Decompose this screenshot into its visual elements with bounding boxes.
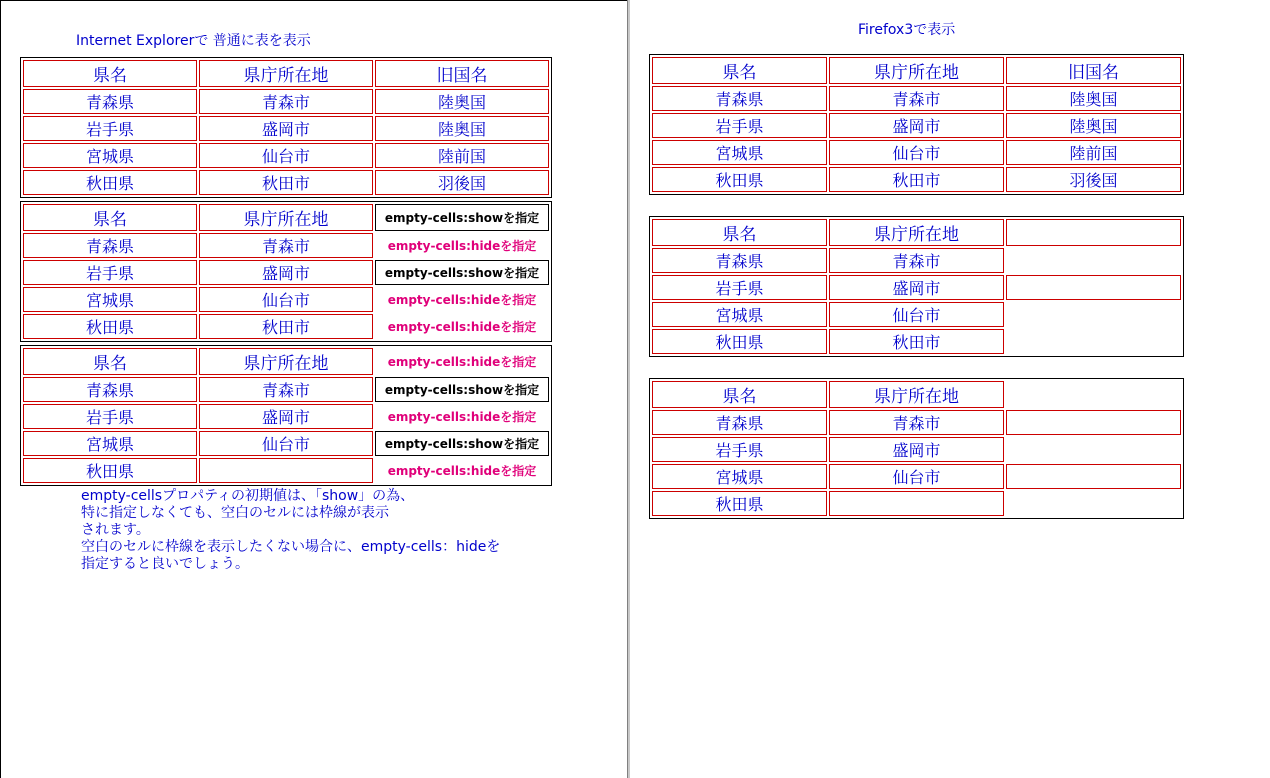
table-cell: 盛岡市 xyxy=(199,116,373,141)
table-cell: 青森県 xyxy=(23,377,197,402)
table-cell: 盛岡市 xyxy=(199,260,373,285)
empty-cells-show-note: empty-cells:showを指定 xyxy=(375,204,549,231)
note-line: empty-cellsプロパティの初期値は、「show」の為、 xyxy=(81,488,415,504)
table-row xyxy=(23,116,549,141)
table-cell: 岩手県 xyxy=(23,116,197,141)
table-row xyxy=(23,348,549,375)
table-row xyxy=(23,204,549,231)
table-row xyxy=(652,302,1181,327)
table-row xyxy=(652,410,1181,435)
header-cell: 旧国名 xyxy=(1006,57,1181,84)
table-cell: 羽後国 xyxy=(1006,167,1181,192)
empty-cell-hidden xyxy=(1006,381,1181,408)
table-row xyxy=(23,89,549,114)
table-row xyxy=(652,381,1181,408)
table-cell: 青森県 xyxy=(652,248,827,273)
table-row xyxy=(23,404,549,429)
table-row xyxy=(652,275,1181,300)
ff-table-normal xyxy=(649,54,1184,195)
table-cell: 青森市 xyxy=(199,377,373,402)
table-cell: 秋田市 xyxy=(199,314,373,339)
note-line: 空白のセルに枠線を表示したくない場合に、empty-cells：hideを xyxy=(81,539,501,555)
table-cell: 秋田市 xyxy=(829,329,1004,354)
explanation-note xyxy=(81,488,601,573)
table-cell: 青森県 xyxy=(652,410,827,435)
empty-cells-hide-note: empty-cells:hideを指定 xyxy=(387,239,537,253)
empty-cell-hidden xyxy=(1006,329,1181,354)
table-row xyxy=(652,248,1181,273)
table-cell: 青森市 xyxy=(199,233,373,258)
table-cell: 秋田県 xyxy=(652,329,827,354)
table-cell: 陸奥国 xyxy=(375,89,549,114)
table-cell: 仙台市 xyxy=(199,287,373,312)
header-cell: 県名 xyxy=(652,219,827,246)
ie-table-empty-cells-a xyxy=(20,201,552,342)
note-line: されます。 xyxy=(81,522,150,538)
table-row xyxy=(652,329,1181,354)
table-cell: 岩手県 xyxy=(23,404,197,429)
table-row xyxy=(23,170,549,195)
table-cell: 陸奥国 xyxy=(375,116,549,141)
empty-cells-hide-note: empty-cells:hideを指定 xyxy=(387,293,537,307)
table-row xyxy=(652,437,1181,462)
header-cell: 旧国名 xyxy=(375,60,549,87)
table-cell: 盛岡市 xyxy=(199,404,373,429)
table-cell: 青森市 xyxy=(199,89,373,114)
table-cell: 秋田市 xyxy=(829,167,1004,192)
table-cell: 青森県 xyxy=(652,86,827,111)
table-cell: 青森県 xyxy=(23,233,197,258)
table-row xyxy=(23,287,549,312)
header-cell: 県庁所在地 xyxy=(199,60,373,87)
table-cell: 陸奥国 xyxy=(1006,86,1181,111)
empty-cell-hidden xyxy=(1006,437,1181,462)
table-cell: 秋田市 xyxy=(199,170,373,195)
empty-cells-hide-note: empty-cells:hideを指定 xyxy=(387,410,537,424)
table-row xyxy=(23,60,549,87)
table-cell: 秋田県 xyxy=(23,314,197,339)
table-cell: 陸前国 xyxy=(375,143,549,168)
table-cell: 秋田県 xyxy=(23,170,197,195)
table-cell: 青森県 xyxy=(23,89,197,114)
empty-table-cell xyxy=(829,491,1004,516)
ff-table-empty-cells-a xyxy=(649,216,1184,357)
table-cell: 宮城県 xyxy=(23,143,197,168)
table-cell: 青森市 xyxy=(829,248,1004,273)
header-cell: 県庁所在地 xyxy=(199,204,373,231)
empty-cells-hide-note: empty-cells:hideを指定 xyxy=(387,355,537,369)
table-cell: 羽後国 xyxy=(375,170,549,195)
empty-cells-show-note: empty-cells:showを指定 xyxy=(375,377,549,402)
table-cell: 宮城県 xyxy=(23,431,197,456)
note-line: 特に指定しなくても、空白のセルには枠線が表示 xyxy=(81,505,389,521)
empty-table-cell xyxy=(199,458,373,483)
table-cell: 仙台市 xyxy=(199,143,373,168)
table-row xyxy=(23,377,549,402)
header-cell: 県名 xyxy=(652,57,827,84)
ff-caption: Firefox3で表示 xyxy=(858,22,956,38)
empty-cells-show-note: empty-cells:showを指定 xyxy=(375,431,549,456)
header-cell: 県庁所在地 xyxy=(199,348,373,375)
table-cell: 岩手県 xyxy=(652,113,827,138)
ie-table-empty-cells-b xyxy=(20,345,552,486)
table-cell: 青森市 xyxy=(829,410,1004,435)
table-row xyxy=(23,260,549,285)
table-row xyxy=(652,57,1181,84)
table-cell: 仙台市 xyxy=(199,431,373,456)
table-cell: 仙台市 xyxy=(829,140,1004,165)
table-cell: 青森市 xyxy=(829,86,1004,111)
header-cell: 県名 xyxy=(23,204,197,231)
table-row xyxy=(652,491,1181,516)
table-cell: 陸前国 xyxy=(1006,140,1181,165)
empty-cell-shown xyxy=(1006,275,1181,300)
table-row xyxy=(652,167,1181,192)
table-cell: 宮城県 xyxy=(23,287,197,312)
table-row xyxy=(652,219,1181,246)
table-cell: 仙台市 xyxy=(829,464,1004,489)
table-cell: 岩手県 xyxy=(652,275,827,300)
table-cell: 秋田県 xyxy=(23,458,197,483)
table-cell: 秋田県 xyxy=(652,167,827,192)
empty-cell-hidden xyxy=(1006,302,1181,327)
empty-cell-hidden xyxy=(1006,248,1181,273)
table-row xyxy=(23,314,549,339)
table-cell: 岩手県 xyxy=(652,437,827,462)
header-cell: 県庁所在地 xyxy=(829,381,1004,408)
ff-table-empty-cells-b xyxy=(649,378,1184,519)
table-cell: 岩手県 xyxy=(23,260,197,285)
empty-cells-hide-note: empty-cells:hideを指定 xyxy=(387,464,537,478)
ie-table-normal xyxy=(20,57,552,198)
table-cell: 秋田県 xyxy=(652,491,827,516)
empty-cell-hidden xyxy=(1006,491,1181,516)
table-cell: 宮城県 xyxy=(652,140,827,165)
table-row xyxy=(23,458,549,483)
header-cell: 県名 xyxy=(652,381,827,408)
table-row xyxy=(23,431,549,456)
header-cell: 県名 xyxy=(23,348,197,375)
table-row xyxy=(652,140,1181,165)
ie-caption: Internet Explorerで 普通に表を表示 xyxy=(76,33,311,49)
empty-cell-shown xyxy=(1006,410,1181,435)
table-cell: 宮城県 xyxy=(652,302,827,327)
table-row xyxy=(652,86,1181,111)
firefox-pane xyxy=(630,0,1270,778)
table-cell: 宮城県 xyxy=(652,464,827,489)
empty-cells-show-note: empty-cells:showを指定 xyxy=(375,260,549,285)
table-row xyxy=(23,143,549,168)
table-cell: 盛岡市 xyxy=(829,275,1004,300)
header-cell: 県名 xyxy=(23,60,197,87)
note-line: 指定すると良いでしょう。 xyxy=(81,556,249,572)
empty-cells-hide-note: empty-cells:hideを指定 xyxy=(387,320,537,334)
table-cell: 盛岡市 xyxy=(829,113,1004,138)
table-cell: 盛岡市 xyxy=(829,437,1004,462)
ie-pane xyxy=(0,0,627,778)
table-row xyxy=(652,464,1181,489)
header-cell: 県庁所在地 xyxy=(829,219,1004,246)
table-cell: 仙台市 xyxy=(829,302,1004,327)
header-cell: 県庁所在地 xyxy=(829,57,1004,84)
table-cell: 陸奥国 xyxy=(1006,113,1181,138)
table-row xyxy=(652,113,1181,138)
empty-cell-shown xyxy=(1006,219,1181,246)
table-row xyxy=(23,233,549,258)
empty-cell-shown xyxy=(1006,464,1181,489)
